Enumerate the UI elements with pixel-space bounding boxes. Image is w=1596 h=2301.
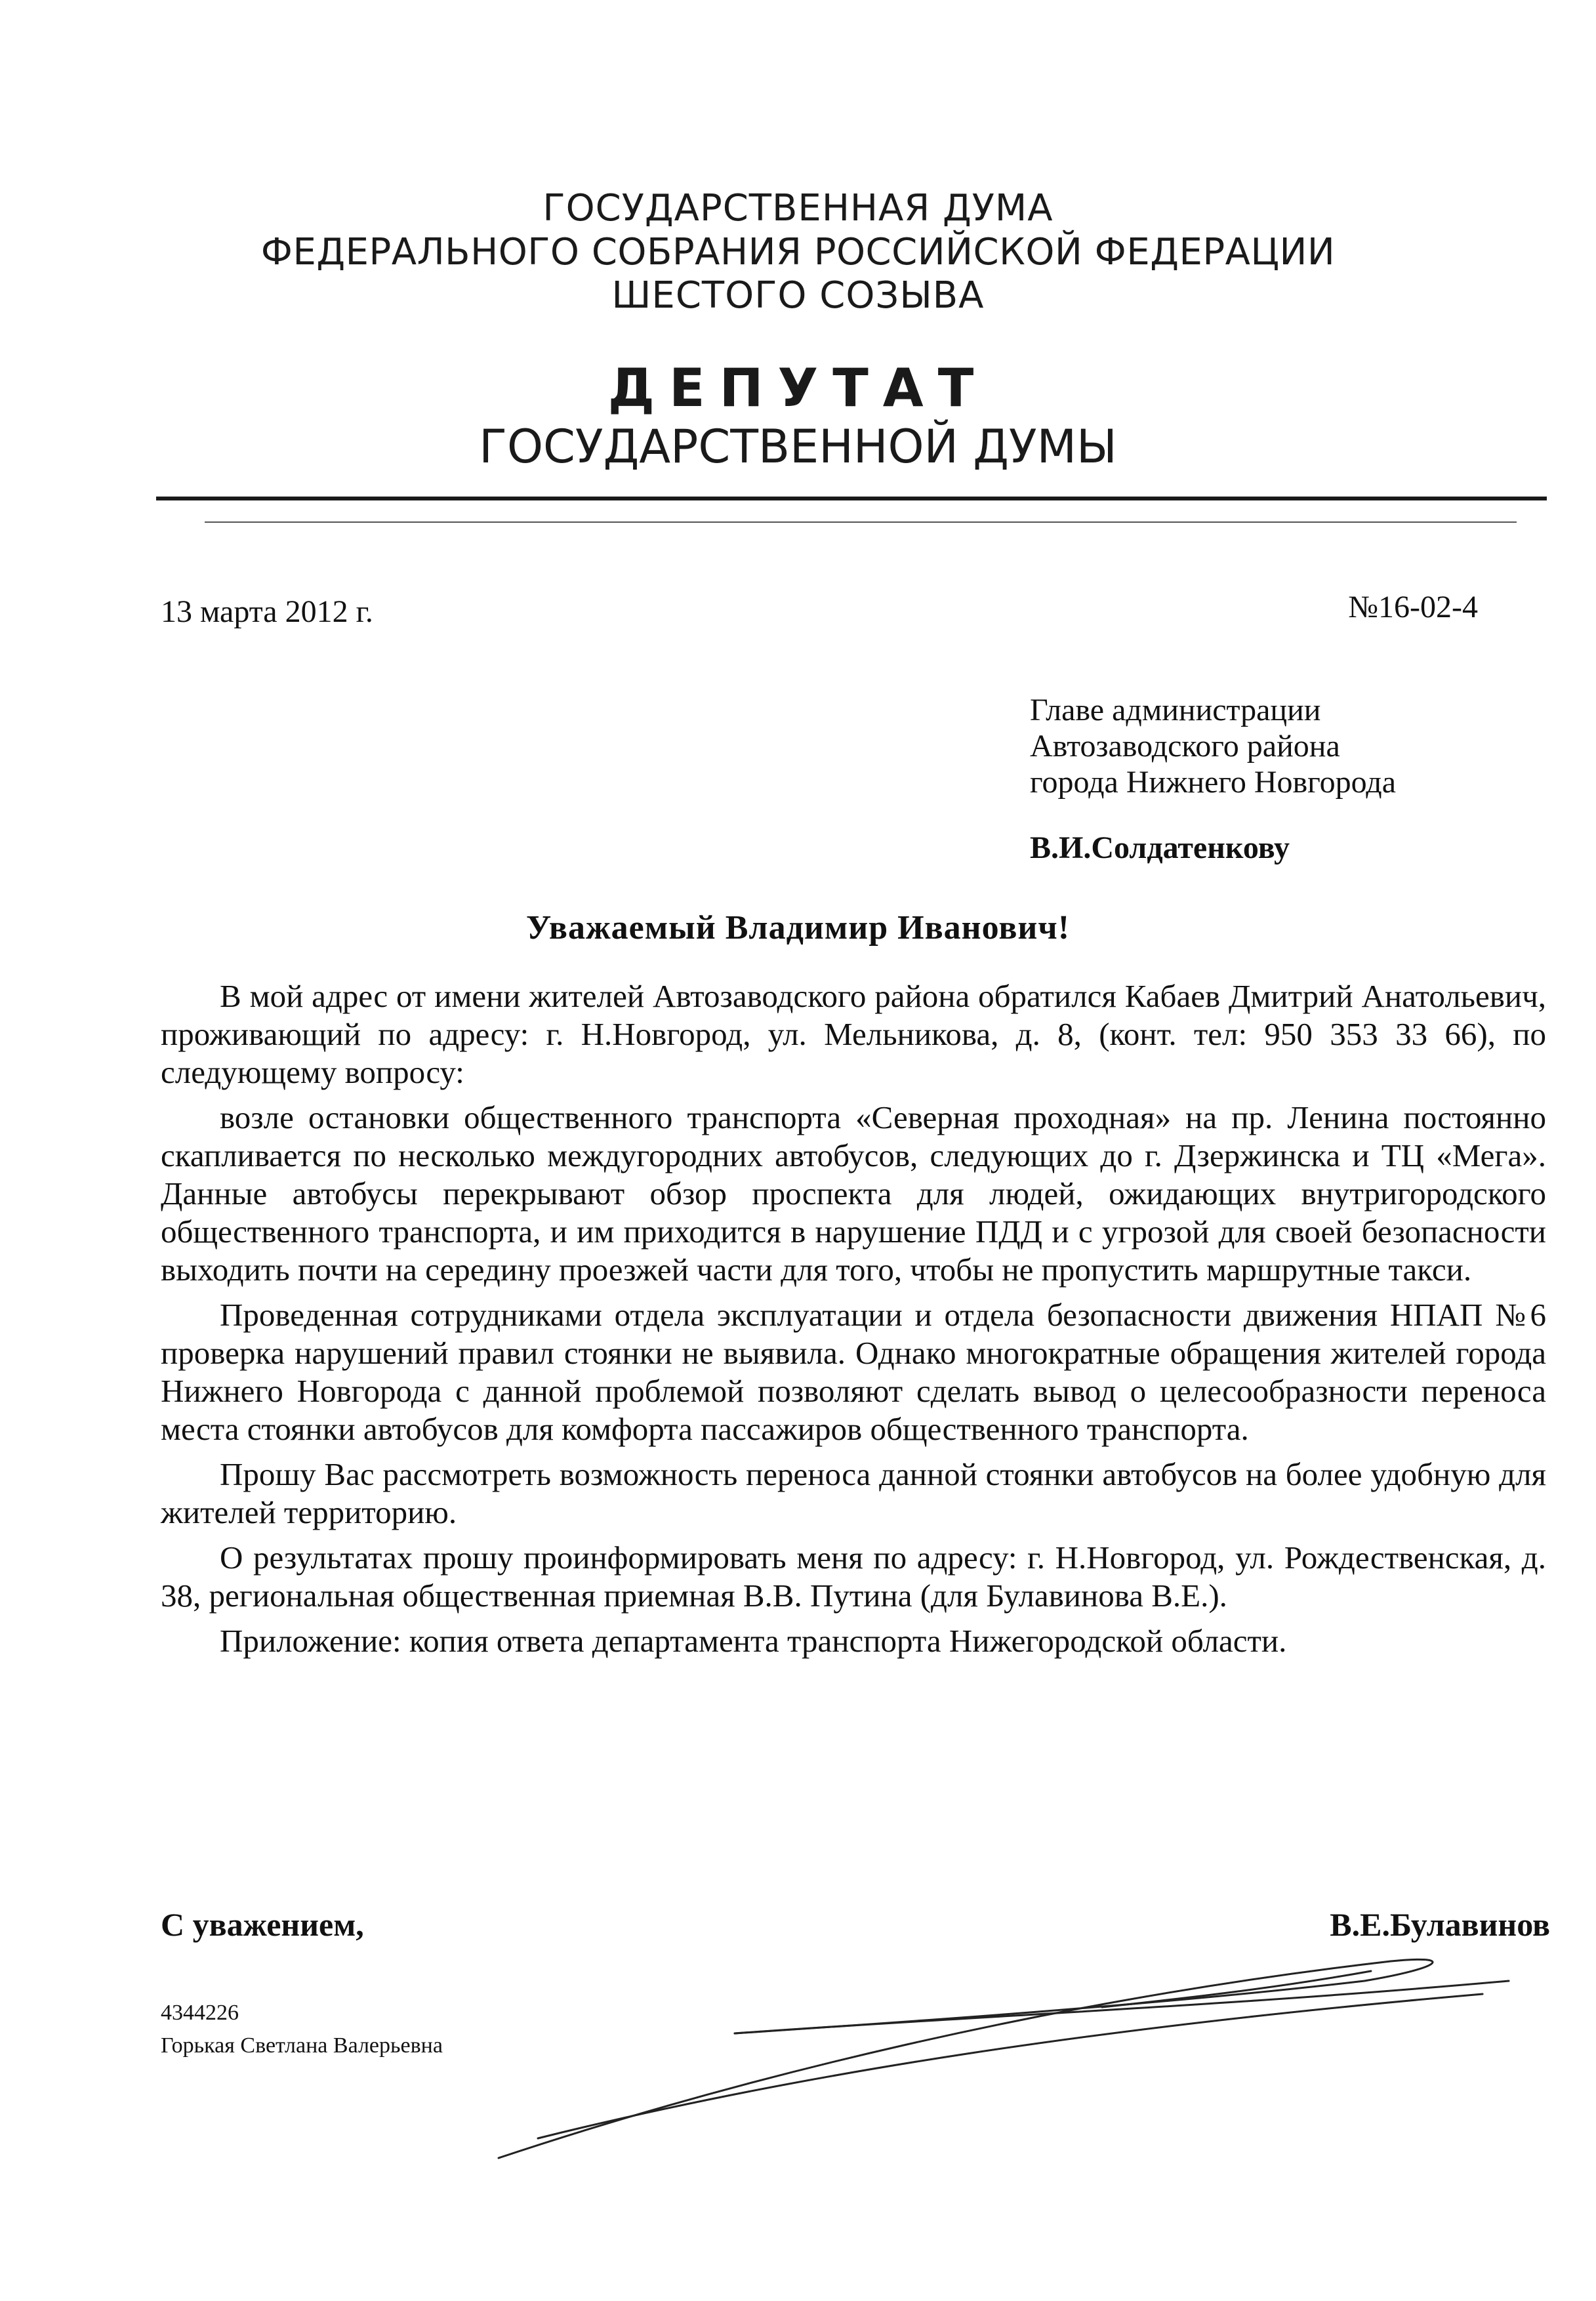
letterhead-subtitle: ГОСУДАРСТВЕННОЙ ДУМЫ — [479, 420, 1117, 474]
header-divider-thick — [156, 497, 1547, 500]
body-paragraph: Приложение: копия ответа департамента транспорта Нижегородской области. — [220, 1623, 1287, 1659]
letter-body — [161, 977, 1546, 1667]
addressee-line-2: Автозаводского района — [1030, 729, 1340, 764]
closing-regards: С уважением, — [161, 1906, 364, 1943]
body-paragraph: Прошу Вас рассмотреть возможность переноса данной стоянки автобусов на более удобную для жителей территорию. — [161, 1456, 1546, 1530]
letterhead-title: ДЕПУТАТ — [607, 357, 989, 418]
executor-phone: 4344226 — [161, 2001, 239, 2025]
addressee-line-1: Главе администрации — [1030, 693, 1321, 727]
executor-name: Горькая Светлана Валерьевна — [161, 2033, 443, 2058]
body-paragraph: Проведенная сотрудниками отдела эксплуатации и отдела безопасности движения НПАП №6 проверка нарушений правил стоянки не выявила. Однако многократные обращения жителей города Нижнего Новгорода с данной проблемой позволяют сделать вывод о целесообразности переноса места стоянки автобусов для комфорта пассажиров общественного транспорта. — [161, 1297, 1546, 1447]
signer-name: В.Е.Булавинов — [1330, 1906, 1550, 1943]
registration-number: №16-02-4 — [1348, 590, 1478, 624]
header-line-2: ФЕДЕРАЛЬНОГО СОБРАНИЯ РОССИЙСКОЙ ФЕДЕРАЦИИ — [260, 231, 1336, 274]
body-paragraph: В мой адрес от имени жителей Автозаводского района обратился Кабаев Дмитрий Анатольевич, проживающий по адресу: г. Н.Новгород, ул. Мельникова, д. 8, (конт. тел: 950 353 33 66), по следующему вопросу: — [161, 978, 1546, 1090]
header-line-1: ГОСУДАРСТВЕННАЯ ДУМА — [542, 187, 1054, 230]
header-divider-thin — [205, 521, 1517, 523]
addressee-name: В.И.Солдатенкову — [1030, 830, 1290, 865]
body-paragraph: возле остановки общественного транспорта «Северная проходная» на пр. Ленина постоянно скапливается по несколько междугородних автобусов, следующих до г. Дзержинска и ТЦ «Мега». Данные автобусы перекрывают обзор проспекта для людей, ожидающих внутригородского общественного транспорта, и им приходится в нарушение ПДД и с угрозой для своей безопасности выходить почти на середину проезжей части для того, чтобы не пропустить маршрутные такси. — [161, 1099, 1546, 1288]
body-paragraph: О результатах прошу проинформировать меня по адресу: г. Н.Новгород, ул. Рождественская, д. 38, региональная общественная приемная В.В. Путина (для Булавинова В.Е.). — [161, 1539, 1546, 1614]
letter-date: 13 марта 2012 г. — [161, 594, 373, 629]
handwritten-signature — [459, 1942, 1542, 2165]
addressee-line-3: города Нижнего Новгорода — [1030, 765, 1396, 800]
salutation: Уважаемый Владимир Иванович! — [525, 909, 1071, 947]
header-line-3: ШЕСТОГО СОЗЫВА — [611, 274, 985, 317]
